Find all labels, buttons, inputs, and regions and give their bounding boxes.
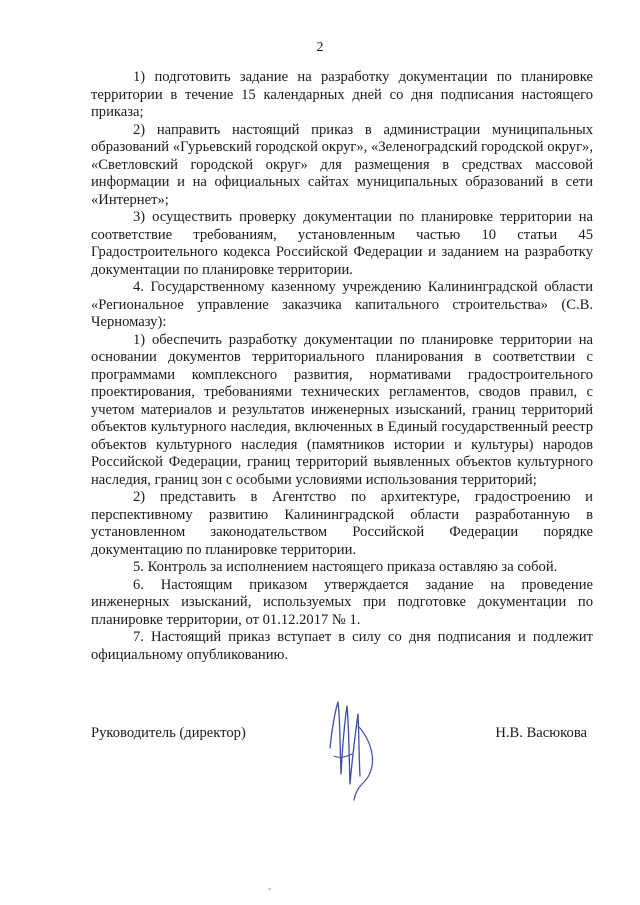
paragraph-item-3: 3) осуществить проверку документации по планировке территории на соответствие требованиям, установленным частью 10 статьи 45 Градостроительного кодекса Российской Федерации и заданием на разработку документации по планировке территории. <box>91 209 593 278</box>
paragraph-section-5: 5. Контроль за исполнением настоящего приказа оставляю за собой. <box>133 559 558 575</box>
paragraph-section-4-item-2: 2) представить в Агентство по архитектуре, градостроению и перспективному развитию Калининградской области разработанную в установленном законодательством Российской Федерации порядке документацию по планировке территории. <box>91 489 593 558</box>
page-number: 2 <box>316 40 324 55</box>
paragraph-section-4: 4. Государственному казенному учреждению Калининградской области «Региональное управление заказчика капитального строительства» (С.В. Черномазу): <box>91 279 593 330</box>
document-body <box>91 69 593 664</box>
signatory-name: Н.В. Васюкова <box>495 725 587 741</box>
signatory-title: Руководитель (директор) <box>91 725 246 741</box>
paragraph-section-7: 7. Настоящий приказ вступает в силу со дня подписания и подлежит официальному опубликованию. <box>91 629 593 663</box>
scan-dot <box>268 888 271 890</box>
handwritten-signature <box>322 696 382 806</box>
paragraph-section-6: 6. Настоящим приказом утверждается задание на проведение инженерных изысканий, используемых при подготовке документации по планировке территории, от 01.12.2017 № 1. <box>91 576 593 628</box>
paragraph-item-2: 2) направить настоящий приказ в администрации муниципальных образований «Гурьевский городской округ», «Зеленоградский городской округ», «Светловский городской округ» для размещения в средствах массовой информации и на официальных сайтах муниципальных образований в сети «Интернет»; <box>91 121 593 208</box>
paragraph-section-4-item-1: 1) обеспечить разработку документации по планировке территории на основании документов территориального планирования в соответствии с программами комплексного развития, нормативами градостроительного проектирования, требованиями технических регламентов, сводов правил, с учетом материалов и результатов инженерных изысканий, границ территорий объектов культурного наследия, включенных в Единый государственный реестр объектов культурного наследия (памятников истории и культуры) народов Российской Федерации, границ территорий выявленных объектов культурного наследия, границ зон с особыми условиями использования территорий; <box>91 331 593 488</box>
paragraph-item-1: 1) подготовить задание на разработку документации по планировке территории в течение 15 календарных дней со дня подписания настоящего приказа; <box>91 69 593 120</box>
